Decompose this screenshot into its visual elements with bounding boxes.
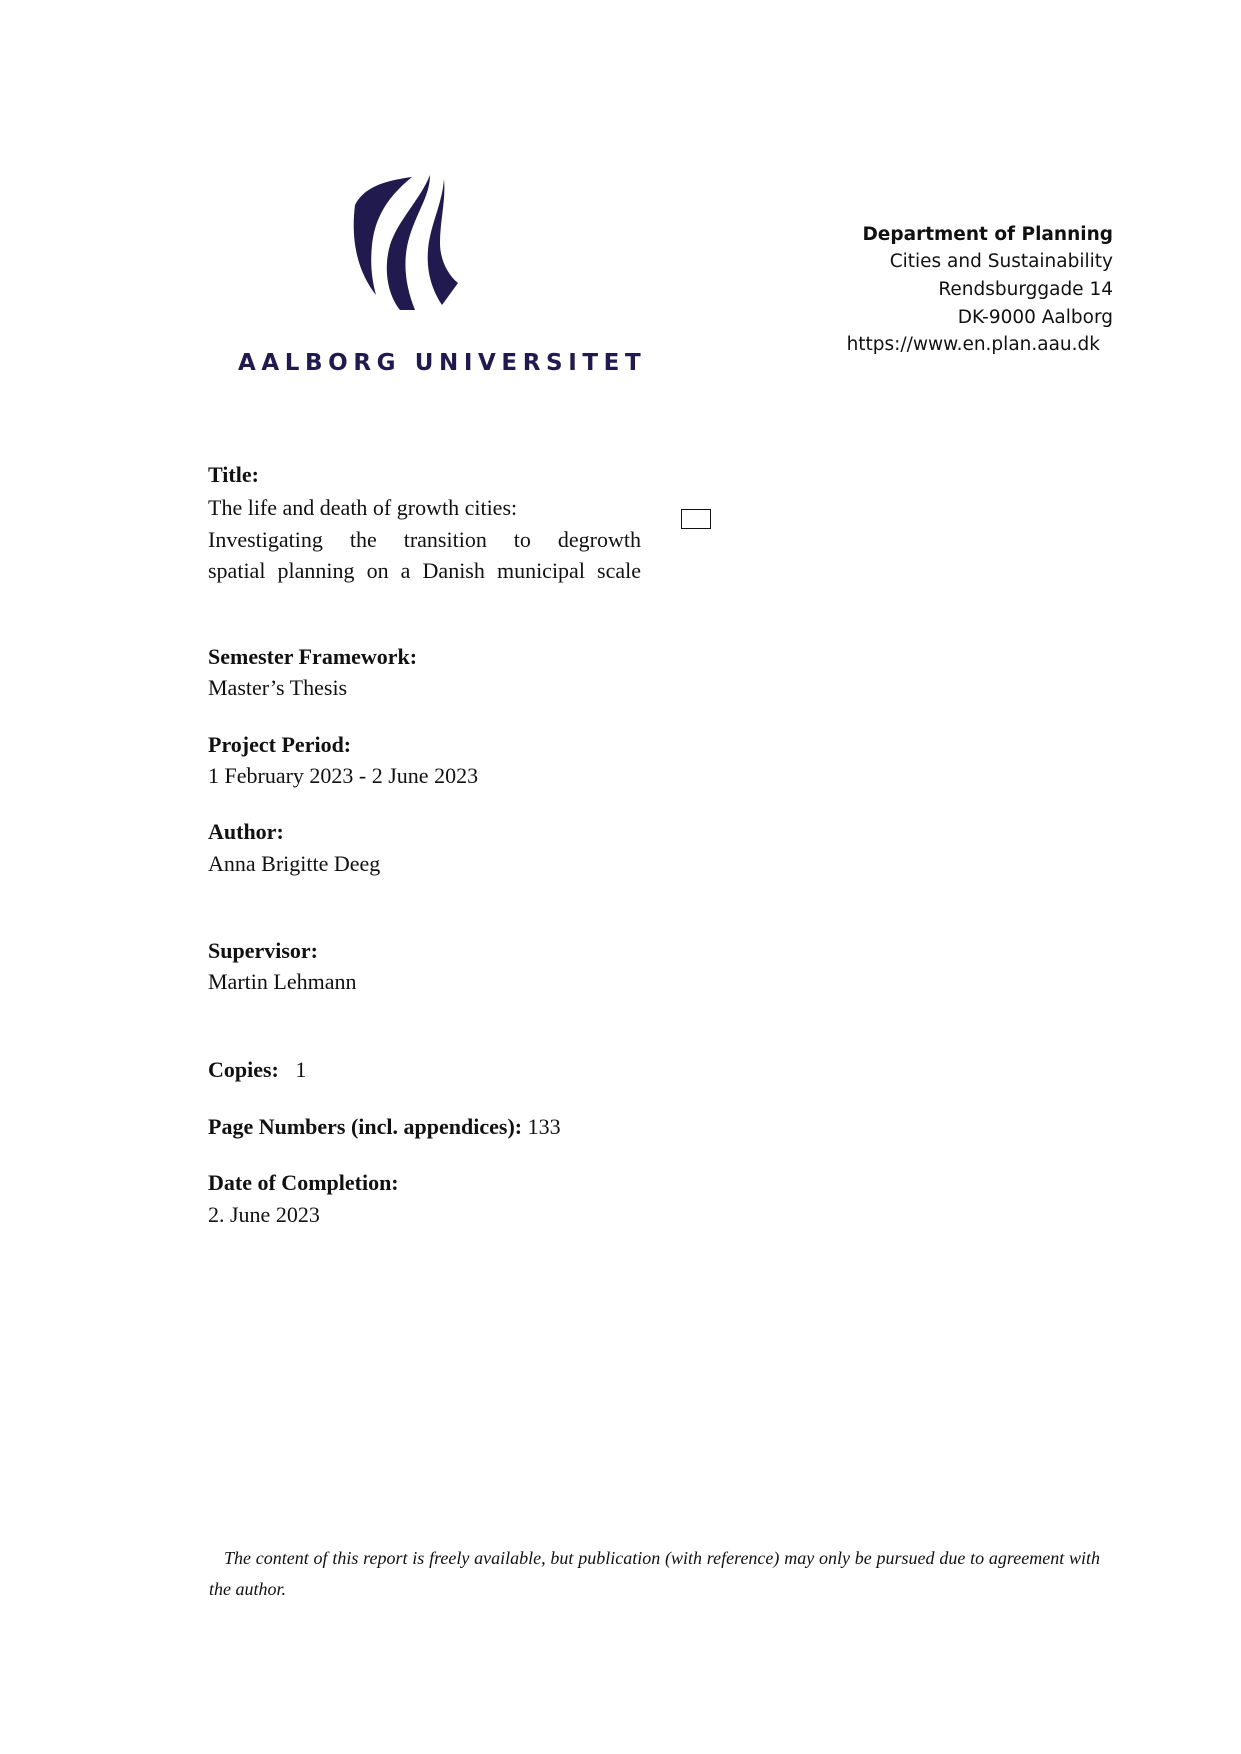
pages-value: 133 xyxy=(527,1114,561,1139)
university-name: AALBORG UNIVERSITET xyxy=(238,350,647,376)
department-line: Cities and Sustainability xyxy=(889,251,1113,272)
author-value: Anna Brigitte Deeg xyxy=(208,851,381,876)
title-line: spatial planning on a Danish municipal scale xyxy=(208,558,641,583)
department-url[interactable]: https://www.en.plan.aau.dk xyxy=(846,334,1100,355)
department-name: Department of Planning xyxy=(862,224,1113,245)
pages-row xyxy=(208,1113,561,1141)
pages-label: Page Numbers (incl. appendices): xyxy=(208,1114,523,1139)
copies-row xyxy=(208,1056,306,1084)
footer-note: The content of this report is freely available, but publication (with reference) may only be pursued due to agreement with the author. xyxy=(209,1548,1100,1599)
supervisor-label: Supervisor: xyxy=(208,938,318,963)
period-value: 1 February 2023 - 2 June 2023 xyxy=(208,763,479,788)
title-label: Title: xyxy=(208,462,259,487)
aau-logo-symbol xyxy=(350,175,480,311)
completion-label: Date of Completion: xyxy=(208,1170,399,1195)
title-line: Investigating the transition to degrowth xyxy=(208,526,641,552)
completion-value: 2. June 2023 xyxy=(208,1202,320,1227)
semester-value: Master’s Thesis xyxy=(208,675,348,700)
copies-value: 1 xyxy=(295,1057,307,1082)
thesis-title xyxy=(208,492,641,587)
period-label: Project Period: xyxy=(208,732,352,757)
empty-box xyxy=(681,509,711,529)
department-city: DK-9000 Aalborg xyxy=(957,307,1113,328)
department-address: Rendsburggade 14 xyxy=(938,279,1113,300)
title-line: The life and death of growth cities: xyxy=(208,495,518,520)
supervisor-value: Martin Lehmann xyxy=(208,969,357,994)
semester-label: Semester Framework: xyxy=(208,644,418,669)
author-label: Author: xyxy=(208,819,284,844)
copies-label: Copies: xyxy=(208,1057,279,1082)
